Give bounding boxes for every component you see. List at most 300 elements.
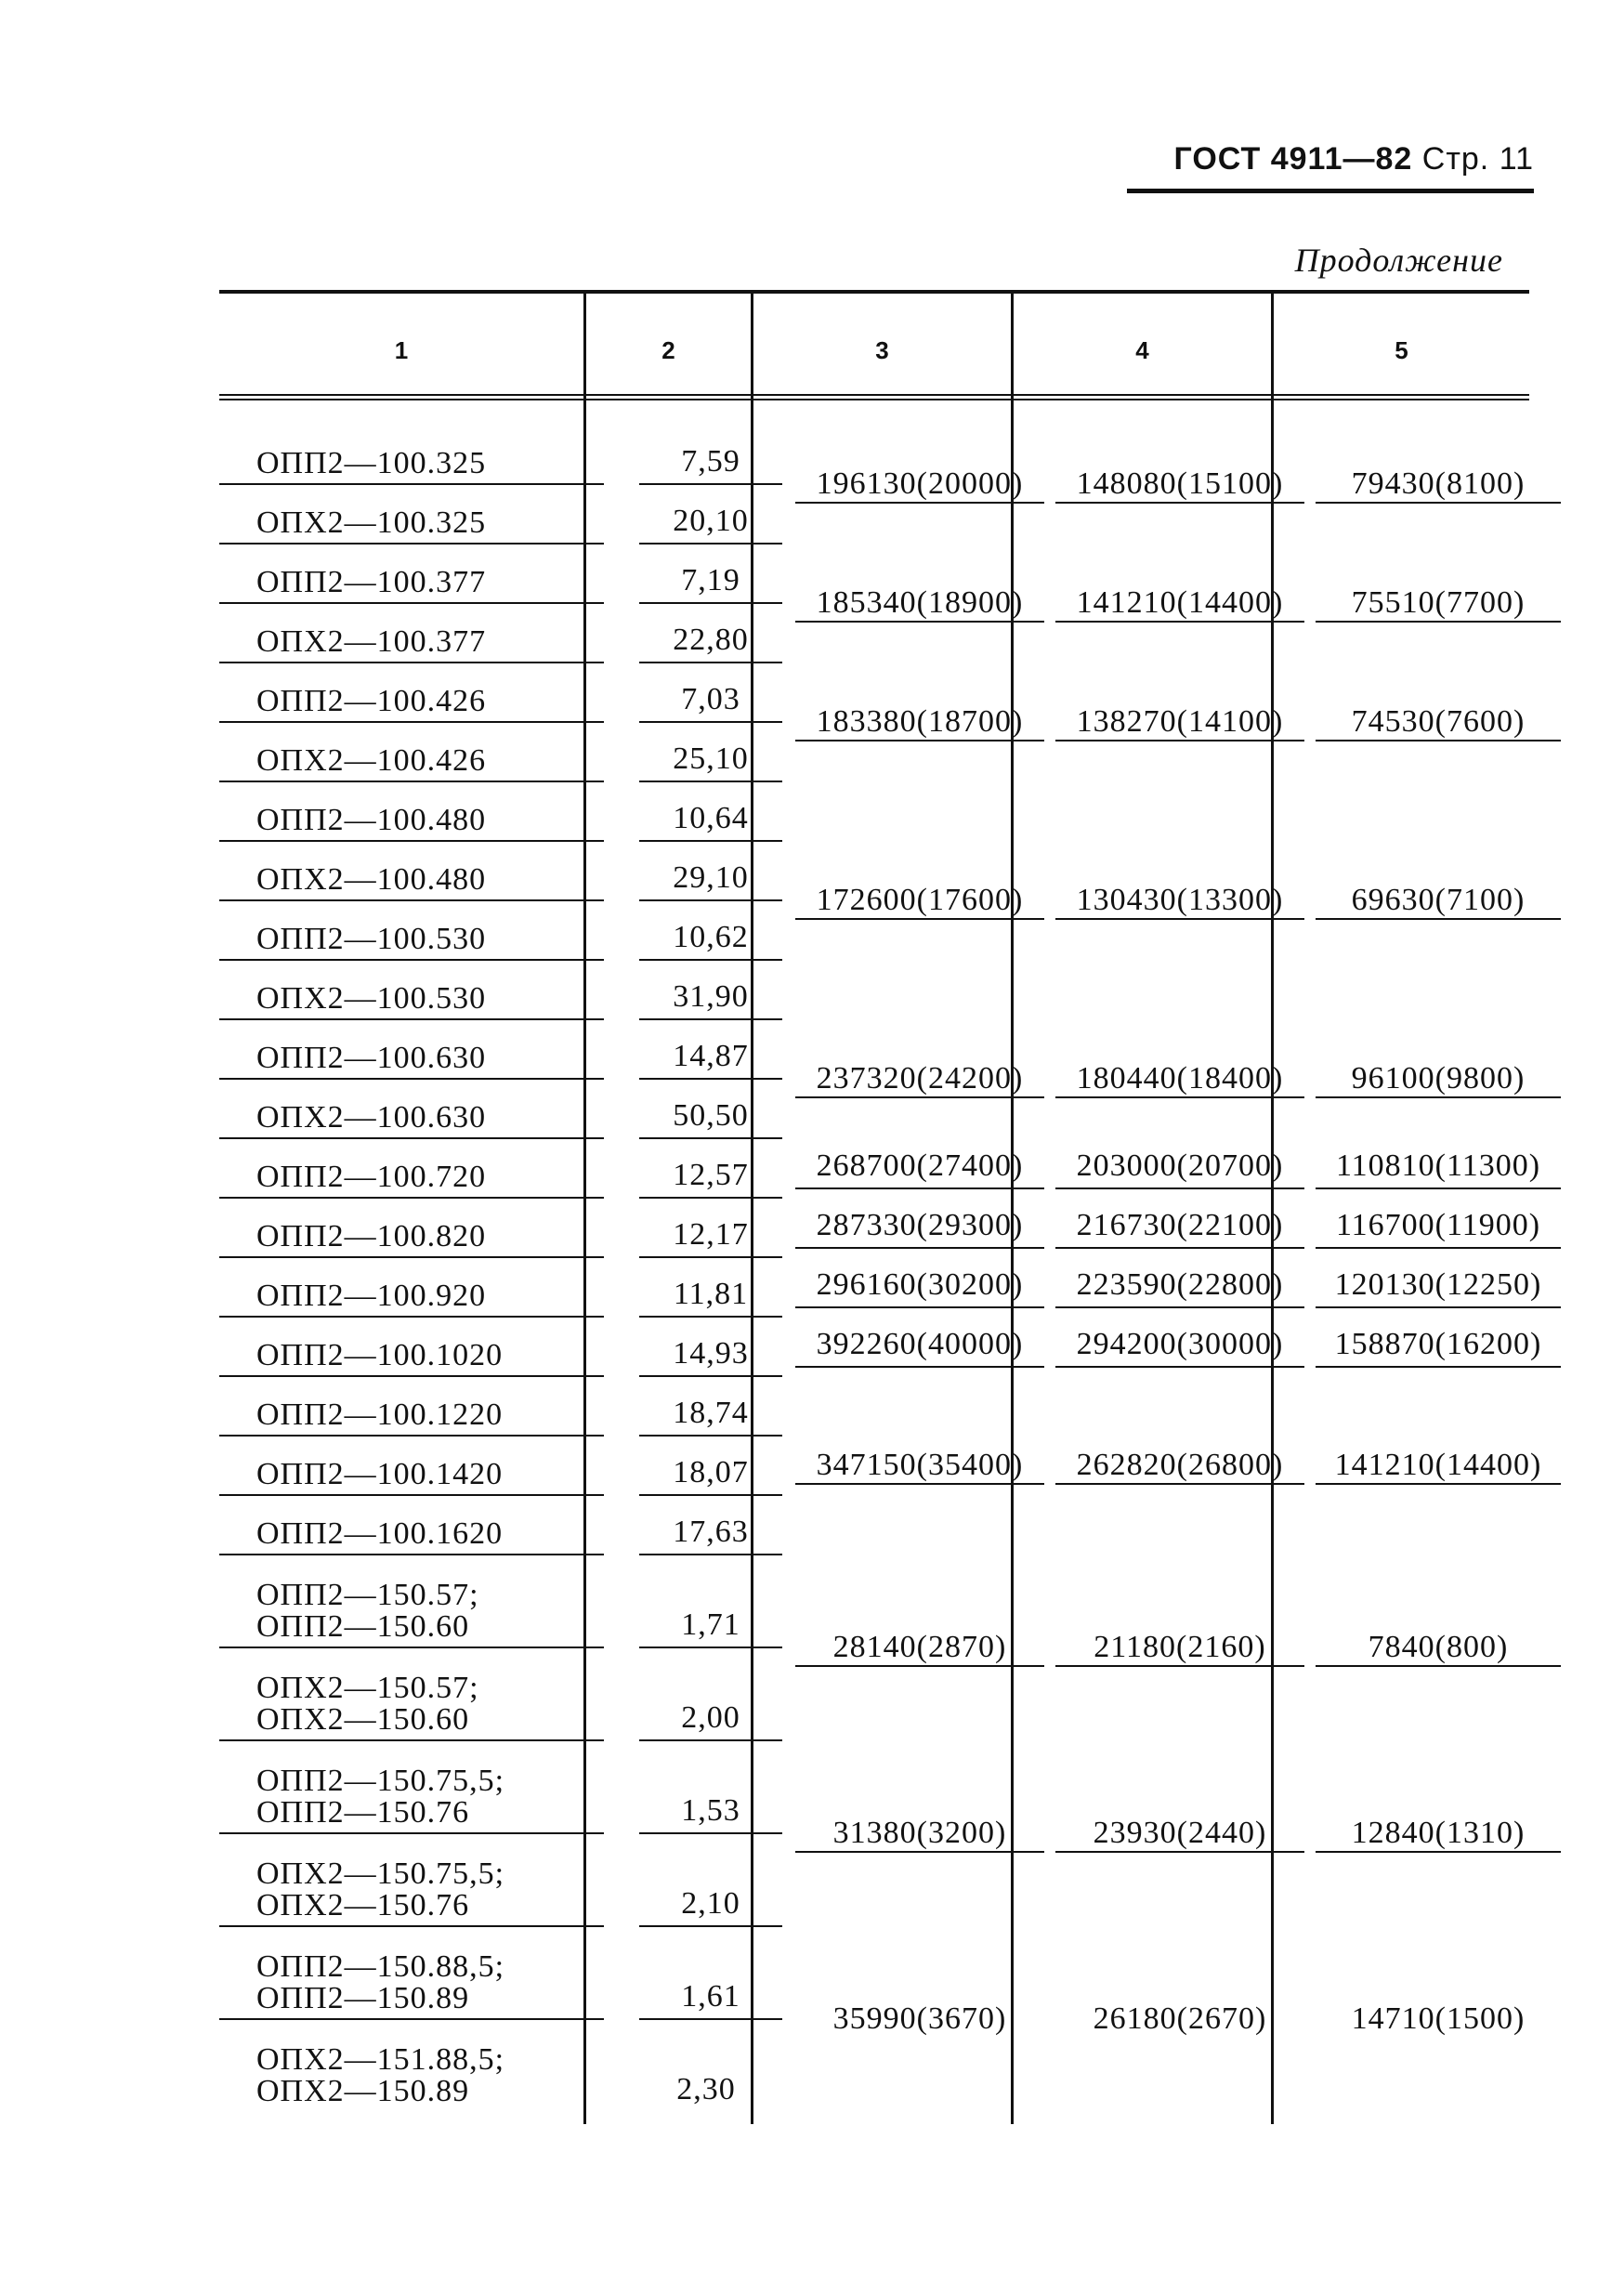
mass-wrap (639, 782, 782, 840)
mass-wrap (639, 842, 782, 899)
designation-cell (219, 723, 622, 782)
mass-cell (622, 1927, 790, 2020)
load-cell-c3 (790, 1741, 1050, 1927)
mass-underline (639, 1377, 782, 1437)
designation-wrap (256, 782, 604, 840)
designation-text-line2: ОПП2—150.76 (256, 1795, 470, 1830)
designation-cell (219, 901, 622, 961)
designation-underline (219, 842, 604, 901)
designation-wrap (256, 544, 604, 602)
load-value-c4: 148080(15100) (1055, 466, 1304, 504)
designation-cell (219, 782, 622, 842)
mass-cell (622, 1648, 790, 1741)
load-value-c3: 392260(40000) (795, 1327, 1044, 1368)
designation-underline (219, 1377, 604, 1437)
load-cell-c4 (1050, 1139, 1310, 1199)
load-value-c4: 21180(2160) (1055, 1630, 1304, 1667)
mass-value: 18,74 (673, 1396, 749, 1430)
mass-wrap (639, 1020, 782, 1078)
load-cell-c5 (1310, 1318, 1566, 1377)
table-row (219, 663, 1566, 723)
designation-text: ОПП2—100.920 (256, 1279, 487, 1313)
designation-wrap (256, 1318, 604, 1375)
designation-wrap (256, 604, 604, 662)
mass-wrap (639, 485, 782, 543)
mass-wrap (639, 1080, 782, 1137)
column-header-3: 3 (875, 336, 889, 364)
mass-cell (622, 2020, 790, 2111)
designation-underline (219, 1496, 604, 1555)
load-cell-c4 (1050, 663, 1310, 782)
designation-underline (219, 663, 604, 723)
table-row (219, 1741, 1566, 1834)
mass-underline (639, 1318, 782, 1377)
load-cell-c4 (1050, 1318, 1310, 1377)
designation-text-line2: ОПХ2—150.89 (256, 2074, 470, 2108)
designation-underline (219, 1020, 604, 1080)
mass-value: 1,71 (681, 1607, 740, 1642)
designation-wrap (256, 961, 604, 1018)
load-value-c4: 262820(26800) (1055, 1448, 1304, 1485)
mass-underline (639, 1080, 782, 1139)
load-value-c5: 12840(1310) (1316, 1816, 1561, 1853)
mass-underline (639, 1648, 782, 1741)
mass-cell (622, 901, 790, 961)
designation-cell (219, 604, 622, 663)
designation-text-line2: ОПХ2—150.76 (256, 1888, 470, 1922)
designation-cell (219, 1080, 622, 1139)
designation-underline (219, 1927, 604, 2020)
load-value-c3: 296160(30200) (795, 1267, 1044, 1308)
designation-text: ОПХ2—100.630 (256, 1100, 487, 1135)
mass-underline (639, 1020, 782, 1080)
designation-wrap (256, 1139, 604, 1197)
page-header (1174, 141, 1534, 177)
load-cell-c4 (1050, 1377, 1310, 1555)
load-cell-c5 (1310, 782, 1566, 1020)
designation-underline (219, 1555, 604, 1648)
mass-underline (639, 782, 782, 842)
mass-cell (622, 1496, 790, 1555)
designation-wrap (256, 1199, 604, 1256)
mass-underline (639, 1741, 782, 1834)
load-cell-c5 (1310, 1139, 1566, 1199)
mass-cell (622, 961, 790, 1020)
load-value-c3: 35990(3670) (832, 2001, 1007, 2036)
designation-cell (219, 1199, 622, 1258)
mass-value: 11,81 (673, 1277, 749, 1311)
mass-value: 1,53 (681, 1793, 740, 1828)
designation-text: ОПХ2—100.426 (256, 743, 487, 778)
load-cell-c3 (790, 1199, 1050, 1258)
table-row (219, 426, 1566, 485)
load-value-c5: 120130(12250) (1316, 1267, 1561, 1308)
load-cell-c3 (790, 426, 1050, 544)
designation-text-line2: ОПХ2—150.60 (256, 1702, 470, 1737)
load-cell-c3 (790, 544, 1050, 663)
designation-underline (219, 723, 604, 782)
designation-wrap (256, 723, 604, 781)
designation-cell (219, 1834, 622, 1927)
load-value-c3: 28140(2870) (795, 1630, 1044, 1667)
mass-value: 2,10 (681, 1886, 740, 1921)
mass-value: 22,80 (673, 623, 749, 657)
mass-cell (622, 1437, 790, 1496)
load-cell-c3 (790, 1258, 1050, 1318)
mass-wrap (639, 1555, 782, 1647)
load-cell-c5 (1310, 1258, 1566, 1318)
designation-wrap (256, 1020, 604, 1078)
mass-cell (622, 663, 790, 723)
mass-underline (639, 604, 782, 663)
load-cell-c4 (1050, 1555, 1310, 1741)
designation-wrap (256, 1496, 604, 1554)
column-header-2: 2 (661, 336, 675, 364)
mass-value: 10,62 (673, 920, 749, 954)
designation-text: ОПП2—100.720 (256, 1160, 487, 1194)
load-value-c5: 96100(9800) (1316, 1061, 1561, 1098)
mass-value: 31,90 (673, 979, 749, 1014)
designation-underline (219, 604, 604, 663)
mass-value: 25,10 (673, 741, 749, 776)
table-row (219, 1199, 1566, 1258)
designation-text: ОПП2—100.426 (256, 684, 487, 718)
load-cell-c3 (790, 1377, 1050, 1555)
mass-cell (622, 782, 790, 842)
designation-underline (219, 901, 604, 961)
designation-text: ОПХ2—151.88,5; (256, 2042, 505, 2077)
table-row (219, 782, 1566, 842)
designation-text: ОПХ2—100.325 (256, 505, 487, 540)
designation-cell (219, 1741, 622, 1834)
load-cell-c3 (790, 663, 1050, 782)
mass-value: 12,57 (673, 1158, 749, 1192)
load-cell-c3 (790, 1555, 1050, 1741)
designation-cell (219, 1927, 622, 2020)
load-value-c5: 69630(7100) (1316, 883, 1561, 920)
designation-underline (219, 782, 604, 842)
table-header-separator (219, 394, 1529, 400)
designation-text: ОПХ2—100.530 (256, 981, 487, 1016)
designation-text: ОПХ2—150.75,5; (256, 1856, 505, 1891)
designation-underline (219, 1199, 604, 1258)
designation-cell (219, 1555, 622, 1648)
designation-cell (219, 842, 622, 901)
mass-underline (639, 842, 782, 901)
designation-wrap (256, 1741, 604, 1832)
designation-cell (219, 544, 622, 604)
mass-cell (622, 1741, 790, 1834)
table-row (219, 1020, 1566, 1080)
designation-cell (219, 1020, 622, 1080)
load-cell-c3 (790, 782, 1050, 1020)
designation-cell (219, 1139, 622, 1199)
load-value-c4: 203000(20700) (1055, 1148, 1304, 1189)
mass-cell (622, 1834, 790, 1927)
mass-underline (639, 1437, 782, 1496)
load-value-c4: 23930(2440) (1055, 1816, 1304, 1853)
mass-underline (639, 1555, 782, 1648)
mass-underline (639, 1258, 782, 1318)
mass-cell (622, 1199, 790, 1258)
load-cell-c4 (1050, 544, 1310, 663)
designation-text: ОПП2—150.57; (256, 1578, 479, 1612)
mass-underline (639, 1927, 782, 2020)
load-value-c4: 223590(22800) (1055, 1267, 1304, 1308)
designation-underline (219, 1139, 604, 1199)
load-cell-c3 (790, 1318, 1050, 1377)
designation-text: ОПП2—150.75,5; (256, 1764, 505, 1798)
designation-cell (219, 2020, 622, 2111)
table-row (219, 1139, 1566, 1199)
mass-value: 12,17 (673, 1217, 749, 1252)
designation-wrap (256, 1648, 604, 1739)
mass-cell (622, 604, 790, 663)
designation-underline (219, 426, 604, 485)
mass-value: 2,00 (681, 1700, 740, 1735)
table-row (219, 544, 1566, 604)
mass-value: 29,10 (673, 860, 749, 895)
designation-cell (219, 1437, 622, 1496)
designation-underline (219, 544, 604, 604)
mass-wrap (639, 1318, 782, 1375)
designation-text: ОПП2—150.88,5; (256, 1949, 505, 1984)
designation-underline (219, 1741, 604, 1834)
mass-wrap (639, 1139, 782, 1197)
designation-wrap (256, 1377, 604, 1435)
designation-wrap (256, 842, 604, 899)
mass-wrap (639, 1927, 782, 2018)
designation-cell (219, 1648, 622, 1741)
designation-text-line2: ОПП2—150.60 (256, 1609, 470, 1644)
designation-text: ОПП2—100.530 (256, 922, 487, 956)
mass-value: 17,63 (673, 1515, 749, 1549)
load-value-c5: 116700(11900) (1316, 1208, 1561, 1249)
load-cell-c3 (790, 1927, 1050, 2111)
load-value-c4: 138270(14100) (1055, 704, 1304, 741)
mass-underline (639, 1139, 782, 1199)
mass-value: 20,10 (673, 504, 749, 538)
mass-value: 10,64 (673, 801, 749, 835)
load-cell-c3 (790, 1139, 1050, 1199)
load-cell-c4 (1050, 782, 1310, 1020)
load-value-c3: 287330(29300) (795, 1208, 1044, 1249)
gost-number: ГОСТ 4911—82 (1173, 141, 1413, 177)
load-value-c3: 237320(24200) (795, 1061, 1044, 1098)
load-value-c3: 268700(27400) (795, 1148, 1044, 1189)
designation-underline (219, 1080, 604, 1139)
mass-underline (639, 1834, 782, 1927)
load-value-c3: 347150(35400) (795, 1448, 1044, 1485)
load-value-c5: 14710(1500) (1351, 2001, 1526, 2036)
mass-underline (639, 663, 782, 723)
load-value-c3: 185340(18900) (795, 585, 1044, 623)
load-value-c3: 196130(20000) (795, 466, 1044, 504)
mass-wrap (639, 604, 782, 662)
designation-underline (219, 1318, 604, 1377)
designation-underline (219, 1648, 604, 1741)
designation-wrap (256, 1834, 604, 1925)
designation-wrap (256, 2020, 622, 2111)
mass-wrap (639, 1741, 782, 1832)
mass-cell (622, 426, 790, 485)
mass-wrap (639, 426, 782, 483)
load-cell-c5 (1310, 1927, 1566, 2111)
designation-wrap (256, 1555, 604, 1647)
mass-underline (639, 901, 782, 961)
load-value-c5: 110810(11300) (1316, 1148, 1561, 1189)
load-cell-c4 (1050, 1927, 1310, 2111)
data-table (219, 426, 1566, 2111)
column-header-4: 4 (1135, 336, 1149, 364)
designation-wrap (256, 426, 604, 483)
designation-text: ОПП2—100.1220 (256, 1397, 504, 1432)
mass-cell (622, 842, 790, 901)
header-rule (1127, 189, 1534, 193)
column-header-1: 1 (394, 336, 409, 364)
page-number: Стр. 11 (1421, 141, 1534, 177)
load-value-c4: 216730(22100) (1055, 1208, 1304, 1249)
load-cell-c5 (1310, 663, 1566, 782)
load-value-c4: 180440(18400) (1055, 1061, 1304, 1098)
designation-text: ОПП2—100.377 (256, 565, 487, 599)
designation-text: ОПХ2—100.377 (256, 624, 487, 659)
designation-wrap (256, 1437, 604, 1494)
mass-cell (622, 1318, 790, 1377)
designation-text: ОПП2—100.1020 (256, 1338, 504, 1372)
load-value-c5: 158870(16200) (1316, 1327, 1561, 1368)
table-row (219, 1555, 1566, 1648)
designation-underline (219, 1834, 604, 1927)
designation-text: ОПП2—100.630 (256, 1041, 487, 1075)
mass-wrap (639, 544, 782, 602)
designation-text: ОПП2—100.480 (256, 803, 487, 837)
table-row (219, 1318, 1566, 1377)
designation-text: ОПП2—100.1620 (256, 1516, 504, 1551)
load-value-c5: 7840(800) (1316, 1630, 1561, 1667)
designation-cell (219, 663, 622, 723)
load-value-c4: 130430(13300) (1055, 883, 1304, 920)
designation-text: ОПХ2—150.57; (256, 1671, 479, 1705)
load-value-c3: 31380(3200) (795, 1816, 1044, 1853)
load-cell-c4 (1050, 1258, 1310, 1318)
load-cell-c5 (1310, 1377, 1566, 1555)
load-value-c4: 141210(14400) (1055, 585, 1304, 623)
mass-value: 7,59 (681, 444, 740, 479)
mass-cell (622, 1139, 790, 1199)
mass-wrap (639, 1496, 782, 1554)
mass-value: 50,50 (673, 1098, 749, 1133)
mass-wrap (639, 1377, 782, 1435)
table-row (219, 1377, 1566, 1437)
designation-underline (219, 1437, 604, 1496)
mass-cell (622, 1377, 790, 1437)
load-cell-c3 (790, 1020, 1050, 1139)
load-cell-c5 (1310, 1555, 1566, 1741)
designation-underline (219, 961, 604, 1020)
load-value-c3: 183380(18700) (795, 704, 1044, 741)
mass-underline (639, 1199, 782, 1258)
mass-value: 7,19 (681, 563, 740, 597)
mass-cell (622, 1555, 790, 1648)
load-cell-c5 (1310, 1199, 1566, 1258)
mass-value: 2,30 (676, 2072, 736, 2106)
designation-text: ОПП2—100.820 (256, 1219, 487, 1253)
mass-wrap (622, 2020, 790, 2111)
designation-underline (219, 1258, 604, 1318)
designation-cell (219, 1258, 622, 1318)
load-value-c4: 294200(30000) (1055, 1327, 1304, 1368)
load-cell-c5 (1310, 1020, 1566, 1139)
mass-underline (639, 1496, 782, 1555)
designation-text: ОПП2—100.325 (256, 446, 487, 480)
load-value-c5: 141210(14400) (1316, 1448, 1561, 1485)
mass-wrap (639, 1437, 782, 1494)
mass-value: 7,03 (681, 682, 740, 716)
mass-underline (639, 961, 782, 1020)
mass-value: 14,87 (673, 1039, 749, 1073)
designation-wrap (256, 663, 604, 721)
mass-value: 14,93 (673, 1336, 749, 1371)
load-value-c3: 172600(17600) (795, 883, 1044, 920)
mass-wrap (639, 1258, 782, 1316)
mass-underline (639, 723, 782, 782)
mass-wrap (639, 663, 782, 721)
mass-wrap (639, 901, 782, 959)
designation-wrap (256, 1258, 604, 1316)
designation-cell (219, 1318, 622, 1377)
designation-cell (219, 426, 622, 485)
mass-value: 18,07 (673, 1455, 749, 1489)
designation-cell (219, 961, 622, 1020)
mass-wrap (639, 1834, 782, 1925)
load-cell-c4 (1050, 1741, 1310, 1927)
load-cell-c5 (1310, 1741, 1566, 1927)
mass-cell (622, 485, 790, 544)
continuation-label: Продолжение (1294, 242, 1503, 279)
mass-underline (639, 485, 782, 544)
designation-text: ОПХ2—100.480 (256, 862, 487, 897)
mass-cell (622, 1258, 790, 1318)
mass-cell (622, 1080, 790, 1139)
table-row (219, 1258, 1566, 1318)
table-row (219, 1927, 1566, 2020)
designation-wrap (256, 901, 604, 959)
mass-cell (622, 544, 790, 604)
load-value-c5: 75510(7700) (1316, 585, 1561, 623)
mass-underline (639, 544, 782, 604)
load-cell-c4 (1050, 426, 1310, 544)
designation-cell (219, 1496, 622, 1555)
mass-wrap (639, 961, 782, 1018)
mass-wrap (639, 1648, 782, 1739)
load-cell-c5 (1310, 544, 1566, 663)
load-cell-c5 (1310, 426, 1566, 544)
designation-wrap (256, 485, 604, 543)
designation-wrap (256, 1927, 604, 2018)
mass-underline (639, 426, 782, 485)
designation-cell (219, 485, 622, 544)
designation-text: ОПП2—100.1420 (256, 1457, 504, 1491)
column-header-5: 5 (1395, 336, 1408, 364)
mass-wrap (639, 723, 782, 781)
designation-text-line2: ОПП2—150.89 (256, 1981, 470, 2015)
load-value-c5: 79430(8100) (1316, 466, 1561, 504)
designation-wrap (256, 1080, 604, 1137)
mass-wrap (639, 1199, 782, 1256)
table-top-rule (219, 290, 1529, 294)
load-value-c4: 26180(2670) (1093, 2001, 1267, 2036)
